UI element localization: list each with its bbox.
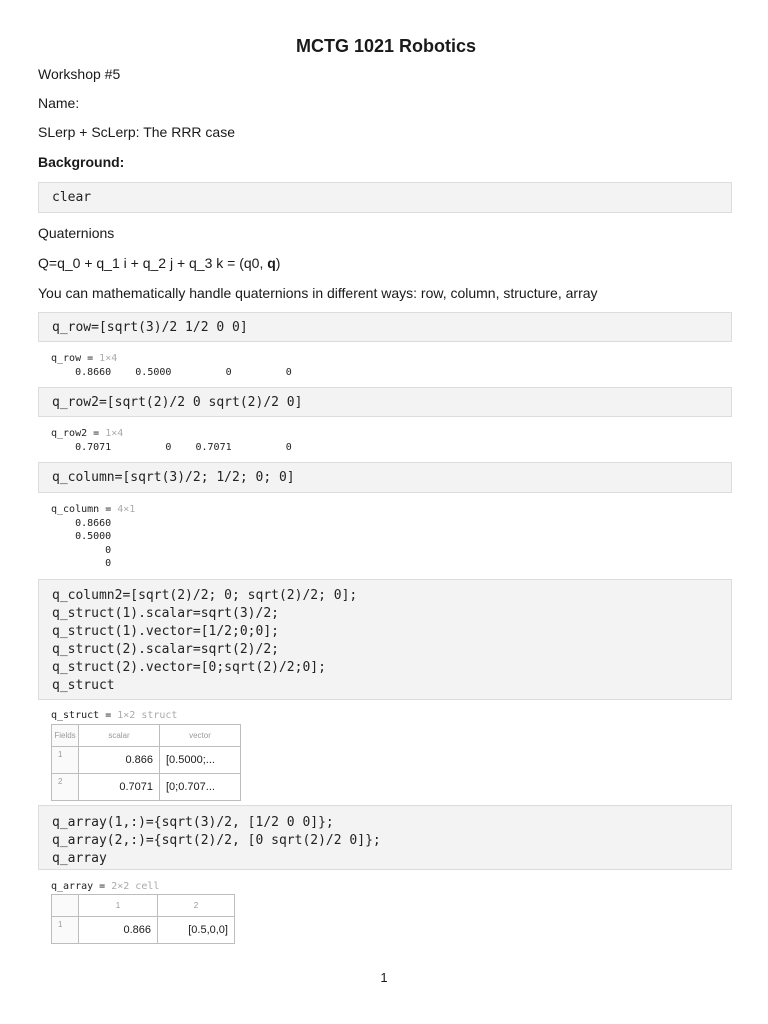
code-block-q-row[interactable]: q_row=[sqrt(3)/2 1/2 0 0]: [38, 312, 732, 342]
quaternion-formula: Q=q_0 + q_1 i + q_2 j + q_3 k = (q0, q): [38, 255, 281, 271]
quaternions-heading: Quaternions: [38, 225, 115, 241]
code-block-clear[interactable]: clear: [38, 182, 732, 213]
table-cell-vector[interactable]: [0;0.707...: [160, 774, 241, 801]
table-header-corner: [52, 895, 79, 917]
output-values: 0.8660 0.5000 0 0: [75, 517, 112, 569]
row-index: 1: [52, 747, 79, 774]
table-header-vector: vector: [160, 725, 241, 747]
output-q-struct-label: q_struct = 1×2 struct: [51, 710, 178, 721]
table-header-row: [52, 725, 241, 747]
code-block-q-array[interactable]: q_array(1,:)={sqrt(3)/2, [1/2 0 0]}; q_array(2,:)={sqrt(2)/2, [0 sqrt(2)/2 0]}; q_array: [38, 805, 732, 870]
code-block-q-row2[interactable]: q_row2=[sqrt(2)/2 0 sqrt(2)/2 0]: [38, 387, 732, 417]
table-cell-col2[interactable]: [0.5,0,0]: [158, 917, 235, 944]
table-header-row: [52, 895, 235, 917]
table-cell-scalar[interactable]: 0.7071: [79, 774, 160, 801]
output-q-row2: q_row2 = 1×4 0.7071 0 0.7071 0: [51, 428, 292, 453]
row-index: 2: [52, 774, 79, 801]
table-header-fields: Fields: [52, 725, 79, 747]
cell-array-table: [51, 894, 235, 944]
table-row: [52, 917, 235, 944]
table-cell-col1[interactable]: 0.866: [79, 917, 158, 944]
name-label: Name:: [38, 95, 80, 111]
table-cell-vector[interactable]: [0.5000;...: [160, 747, 241, 774]
output-q-column: q_column = 4×1 0.8660 0.5000 0 0: [51, 504, 136, 569]
output-q-array-label: q_array = 2×2 cell: [51, 881, 160, 892]
struct-table: [51, 724, 241, 801]
table-header-col1: 1: [79, 895, 158, 917]
table-header-col2: 2: [158, 895, 235, 917]
subject-line: SLerp + ScLerp: The RRR case: [38, 124, 236, 140]
table-row: [52, 747, 241, 774]
table-cell-scalar[interactable]: 0.866: [79, 747, 160, 774]
page-number: 1: [380, 970, 388, 985]
handle-description: You can mathematically handle quaternions in different ways: row, column, structure, array: [38, 285, 598, 301]
output-q-row: q_row = 1×4 0.8660 0.5000 0 0: [51, 353, 292, 378]
code-block-q-column[interactable]: q_column=[sqrt(3)/2; 1/2; 0; 0]: [38, 462, 732, 493]
code-block-q-struct[interactable]: q_column2=[sqrt(2)/2; 0; sqrt(2)/2; 0]; q_struct(1).scalar=sqrt(3)/2; q_struct(1).vector=[1/2;0;0]; q_struct(2).scalar=sqrt(2)/2; q_struct(2).vector=[0;sqrt(2)/2;0]; q_struct: [38, 579, 732, 700]
table-header-scalar: scalar: [79, 725, 160, 747]
output-values: 0.8660 0.5000 0 0: [51, 366, 292, 378]
row-index: 1: [52, 917, 79, 944]
workshop-label: Workshop #5: [38, 66, 121, 82]
table-row: [52, 774, 241, 801]
background-heading: Background:: [38, 154, 125, 170]
page-title: MCTG 1021 Robotics: [295, 36, 477, 56]
output-values: 0.7071 0 0.7071 0: [51, 441, 292, 453]
